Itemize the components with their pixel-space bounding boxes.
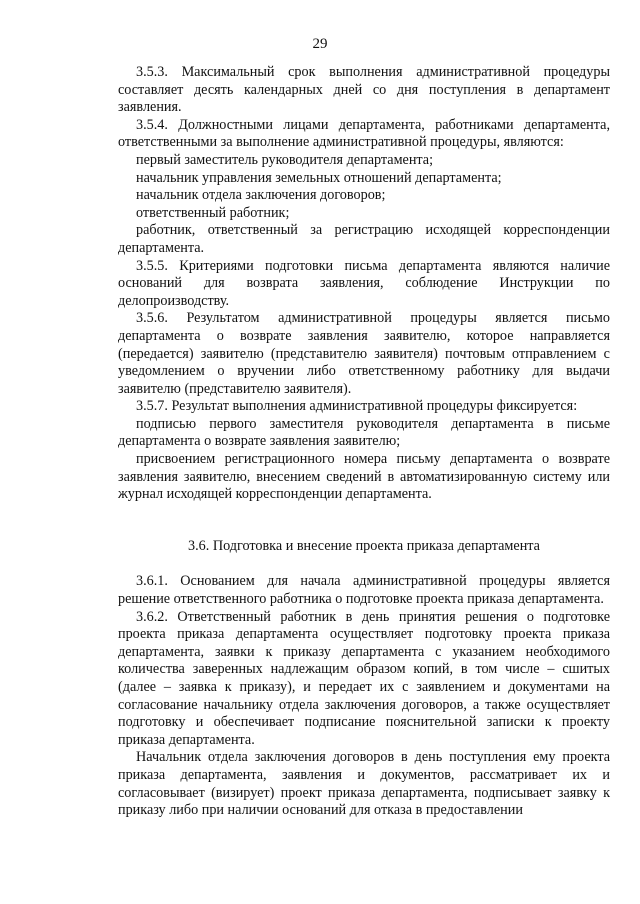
section-heading: 3.6. Подготовка и внесение проекта приказа департамента	[188, 537, 540, 554]
list-item: ответственный работник;	[136, 204, 290, 221]
paragraph-3-5-6: 3.5.6. Результатом административной процедуры является письмо департамента о возврате заявления заявителю, которое направляется (передается) заявителю (представителю заявителя) почтовым отправлением с уведомлением о вручении либо ответственному работнику для выдачи заявителю (представителю заявителя).	[118, 310, 610, 397]
list-item: подписью первого заместителя руководителя департамента в письме департамента о возврате заявления заявителю;	[118, 415, 610, 450]
list-item: присвоением регистрационного номера письму департамента о возврате заявления заявителю, внесением сведений в автоматизированную систему или журнал исходящей корреспонденции департамента.	[118, 451, 610, 503]
paragraph-approval: Начальник отдела заключения договоров в день поступления ему проекта приказа департамента, заявления и документов, рассматривает их и согласовывает (визирует) проект приказа департамента, подписывает заявку к приказу либо при наличии оснований для отказа в предоставлении	[118, 749, 610, 819]
paragraph-3-6-1: 3.6.1. Основанием для начала административной процедуры является решение ответственного работника о подготовке проекта приказа департамента.	[118, 573, 610, 608]
page-number: 29	[312, 36, 328, 52]
paragraph-3-5-5: 3.5.5. Критериями подготовки письма департамента являются наличие оснований для возврата заявления, соблюдение Инструкции по делопроизводству.	[118, 257, 610, 309]
list-item: первый заместитель руководителя департамента;	[136, 151, 434, 168]
list-item: работник, ответственный за регистрацию исходящей корреспонденции департамента.	[118, 222, 610, 256]
list-item: начальник отдела заключения договоров;	[136, 187, 386, 204]
paragraph-3-5-7: 3.5.7. Результат выполнения административной процедуры фиксируется:	[136, 398, 578, 415]
list-item: начальник управления земельных отношений департамента;	[136, 169, 502, 186]
paragraph-3-5-3: 3.5.3. Максимальный срок выполнения административной процедуры составляет десять календарных дней со дня поступления в департамент заявления.	[118, 64, 610, 116]
paragraph-3-6-2: 3.6.2. Ответственный работник в день принятия решения о подготовке проекта приказа департамента осуществляет подготовку проекта приказа департамента, заявки к приказу департамента с указанием необходимого количества заверенных надлежащим образом копий, в том числе – сшитых (далее – заявка к приказу), и передает их с заявлением и документами на согласование начальнику отдела заключения договоров, а также осуществляет подготовку и обеспечивает подписание пояснительной записки к проекту приказа департамента.	[118, 608, 610, 748]
document-body	[118, 64, 610, 820]
paragraph-3-5-4: 3.5.4. Должностными лицами департамента, работниками департамента, ответственными за выполнение административной процедуры, являются:	[118, 116, 610, 151]
